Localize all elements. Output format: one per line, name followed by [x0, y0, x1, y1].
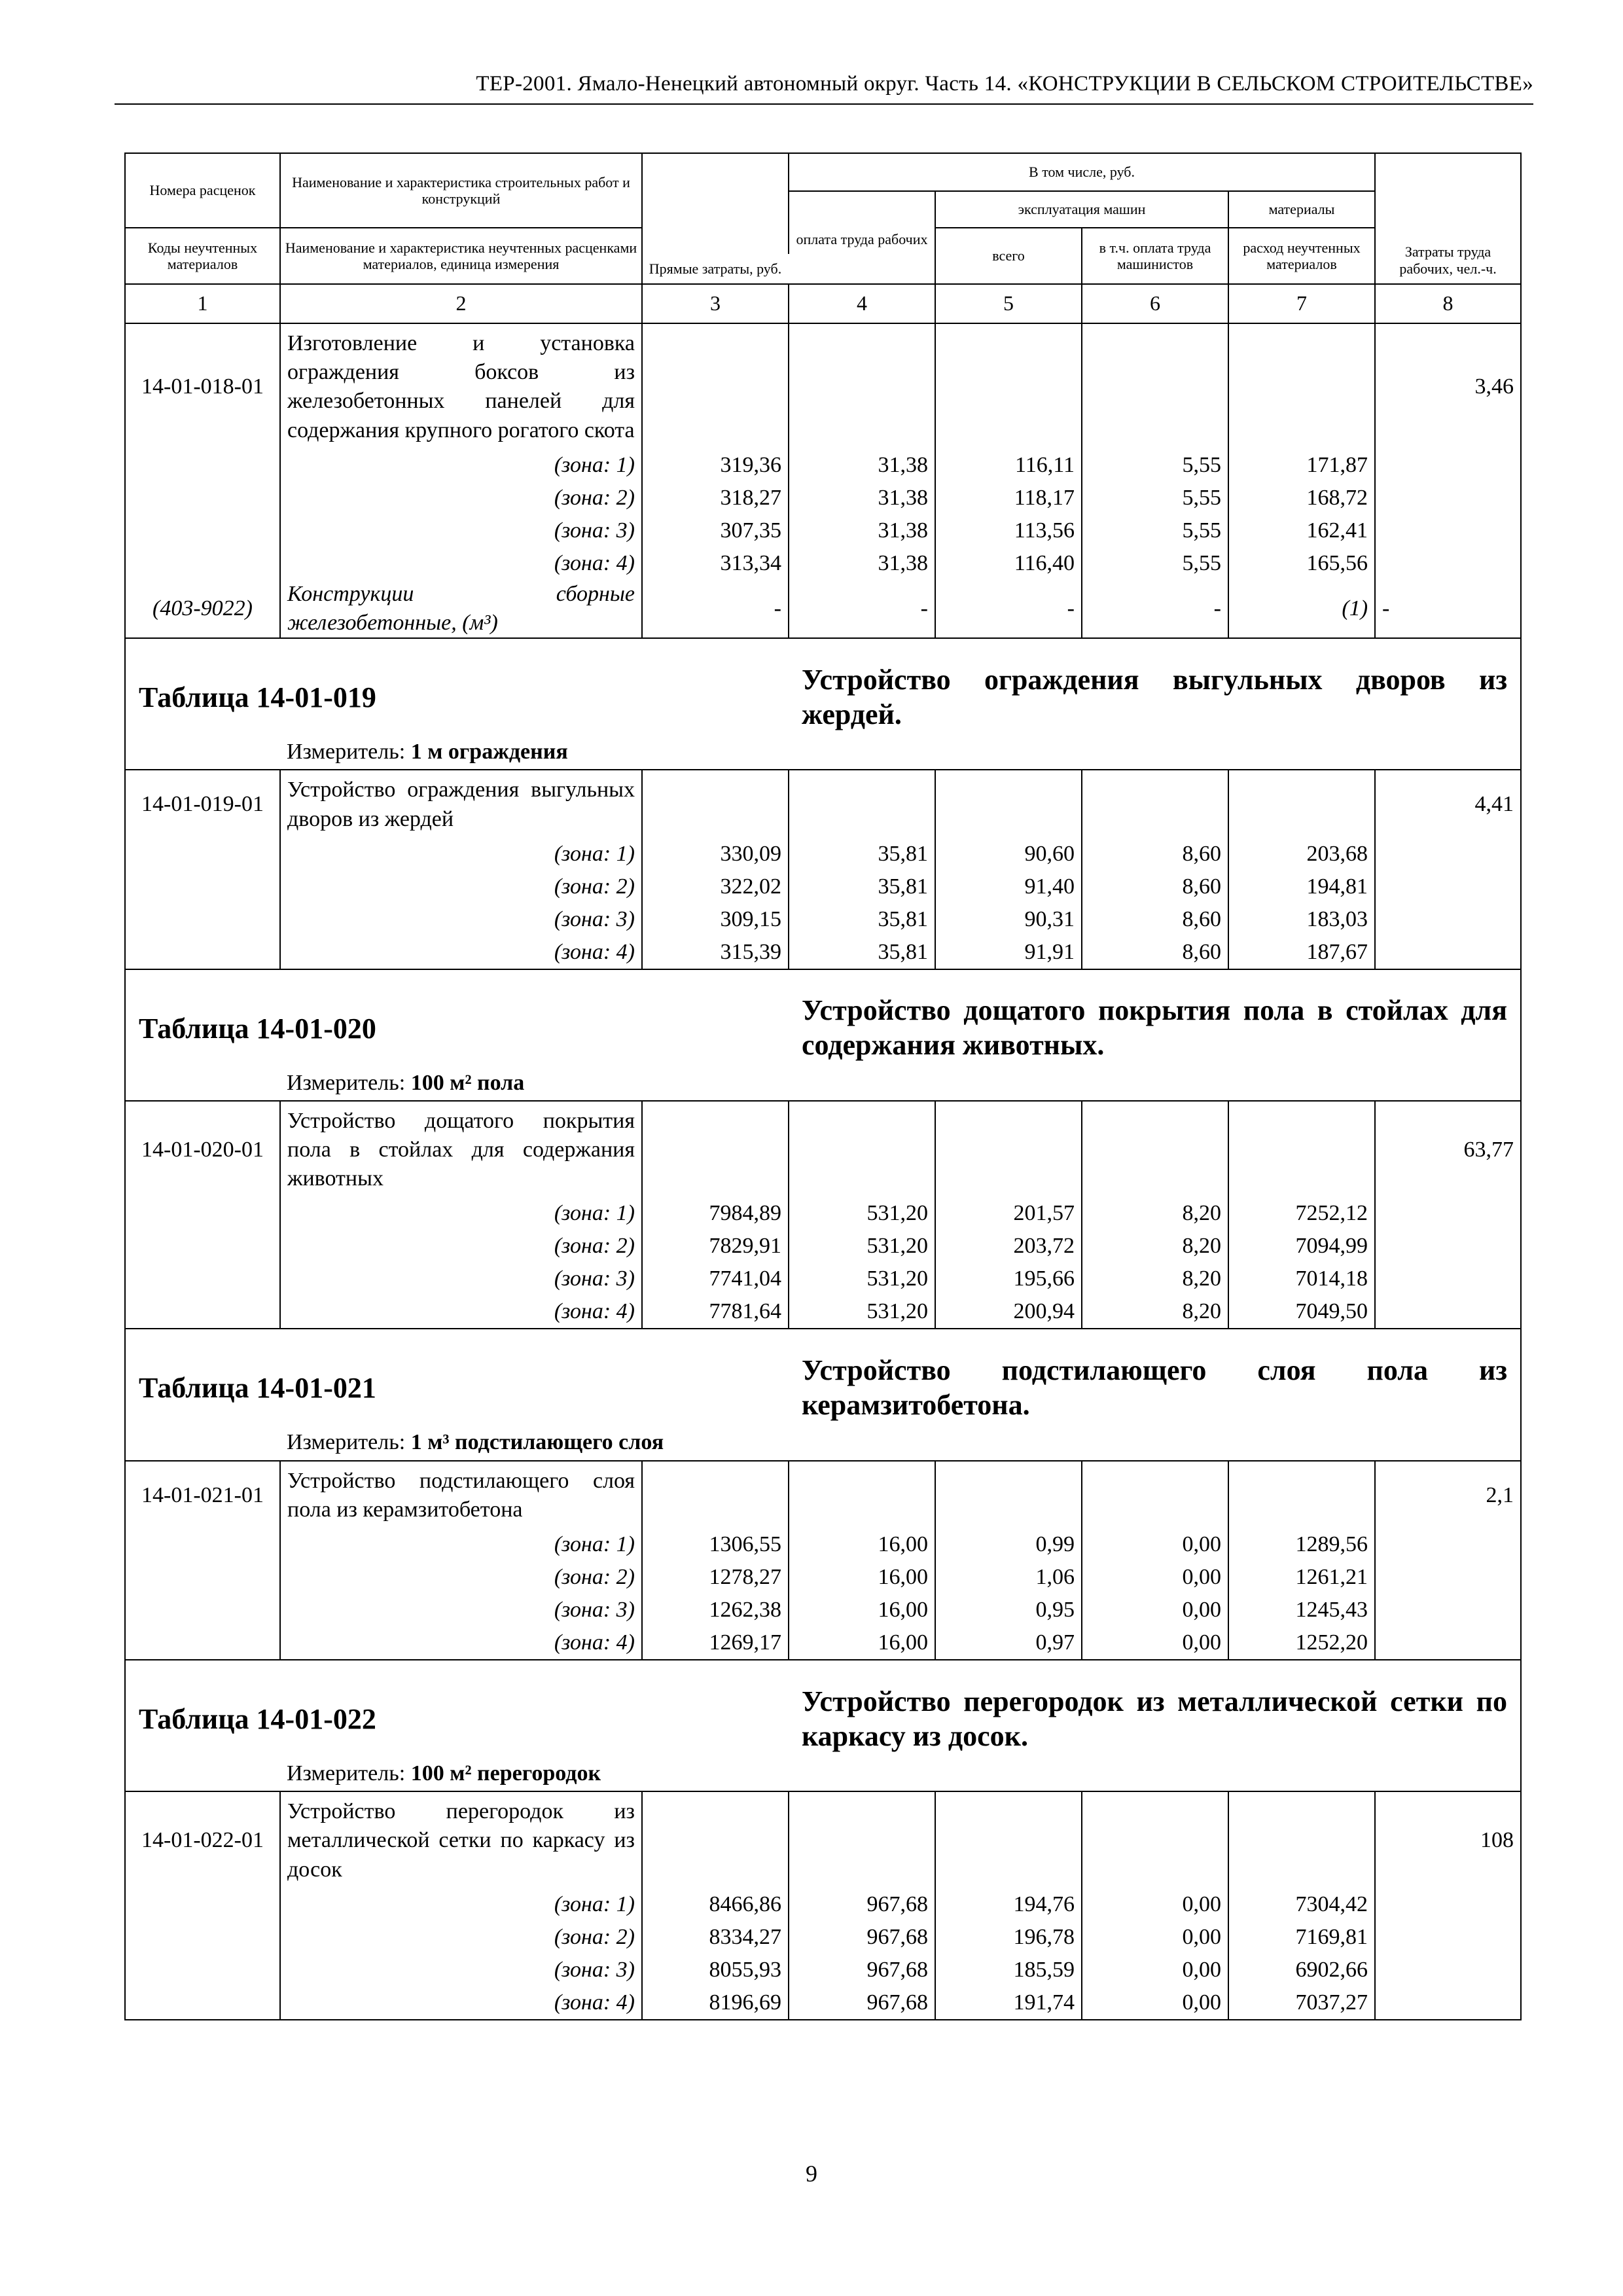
labor-cost: 108 [1375, 1791, 1521, 1888]
worker-wage: 31,38 [789, 482, 935, 514]
material-cost: 165,56 [1228, 547, 1375, 580]
zone-row [125, 1230, 1521, 1263]
meter-value: 1 м³ подстилающего слоя [410, 1430, 664, 1455]
material-cost: 1252,20 [1228, 1626, 1375, 1660]
machine-cost: 195,66 [935, 1263, 1082, 1295]
rate-code: 14-01-019-01 [125, 770, 280, 837]
zone-row [125, 514, 1521, 547]
direct-cost: 307,35 [642, 514, 789, 547]
direct-cost: 1278,27 [642, 1561, 789, 1594]
meter-label: Измеритель: [287, 1761, 406, 1785]
material-cost: 171,87 [1228, 449, 1375, 482]
rate-code: 14-01-020-01 [125, 1101, 280, 1198]
material-description: Конструкции сборные железобетонные, (м³) [280, 580, 642, 638]
rate-row [125, 1101, 1521, 1198]
worker-wage: 31,38 [789, 514, 935, 547]
direct-cost: 330,09 [642, 838, 789, 870]
machine-cost: 200,94 [935, 1295, 1082, 1329]
worker-wage: 16,00 [789, 1561, 935, 1594]
table-title: Устройство перегородок из металлической сетки по каркасу из досок. [789, 1660, 1521, 1758]
operator-wage: 8,20 [1082, 1197, 1228, 1230]
table-title: Устройство дощатого покрытия пола в стойлах для содержания животных. [789, 969, 1521, 1067]
worker-wage: 31,38 [789, 547, 935, 580]
direct-cost: 319,36 [642, 449, 789, 482]
material-cost: 7252,12 [1228, 1197, 1375, 1230]
direct-cost: 315,39 [642, 936, 789, 969]
zone-label: (зона: 4) [280, 1295, 642, 1329]
operator-wage: 5,55 [1082, 449, 1228, 482]
material-cost: 183,03 [1228, 903, 1375, 936]
material-code: (403-9022) [125, 580, 280, 638]
column-number: 7 [1228, 284, 1375, 323]
material-c6: - [1082, 580, 1228, 638]
column-number: 6 [1082, 284, 1228, 323]
section-heading [125, 638, 1521, 736]
machine-cost: 194,76 [935, 1888, 1082, 1921]
machine-cost: 118,17 [935, 482, 1082, 514]
zone-label: (зона: 2) [280, 870, 642, 903]
meter-label: Измеритель: [287, 740, 406, 764]
zone-row [125, 449, 1521, 482]
rate-description: Устройство дощатого покрытия пола в стойлах для содержания животных [280, 1101, 642, 1198]
zone-row [125, 1954, 1521, 1986]
material-cost: 7169,81 [1228, 1921, 1375, 1954]
material-c3: - [642, 580, 789, 638]
operator-wage: 8,20 [1082, 1263, 1228, 1295]
section-heading [125, 969, 1521, 1067]
meter [280, 1758, 1521, 1791]
running-header: ТЕР-2001. Ямало-Ненецкий автономный округ. Часть 14. «КОНСТРУКЦИИ В СЕЛЬСКОМ СТРОИТЕЛЬСТВЕ» [476, 72, 1533, 96]
material-c5: - [935, 580, 1082, 638]
direct-cost: 7781,64 [642, 1295, 789, 1329]
column-numbers-row [125, 284, 1521, 323]
machine-cost: 1,06 [935, 1561, 1082, 1594]
direct-cost: 313,34 [642, 547, 789, 580]
direct-cost: 8334,27 [642, 1921, 789, 1954]
zone-label: (зона: 3) [280, 1263, 642, 1295]
zone-label: (зона: 1) [280, 1888, 642, 1921]
header-direct-costs: Прямые затраты, руб. [642, 153, 789, 284]
machine-cost: 91,91 [935, 936, 1082, 969]
meter-label: Измеритель: [287, 1430, 406, 1455]
zone-label: (зона: 3) [280, 514, 642, 547]
header-codes: Номера расценок [125, 153, 280, 228]
meter-row [125, 1758, 1521, 1791]
machine-cost: 191,74 [935, 1986, 1082, 2020]
section-heading [125, 1329, 1521, 1427]
machine-cost: 203,72 [935, 1230, 1082, 1263]
meter-value: 100 м² перегородок [410, 1761, 601, 1785]
header-materials: материалы [1228, 191, 1375, 228]
operator-wage: 0,00 [1082, 1921, 1228, 1954]
zone-row [125, 903, 1521, 936]
header-machines: эксплуатация машин [935, 191, 1228, 228]
zone-row [125, 1921, 1521, 1954]
meter [280, 1427, 1521, 1460]
operator-wage: 8,60 [1082, 838, 1228, 870]
direct-cost: 1306,55 [642, 1528, 789, 1561]
rate-description: Устройство перегородок из металлической сетки по каркасу из досок [280, 1791, 642, 1888]
machine-cost: 116,40 [935, 547, 1082, 580]
operator-wage: 0,00 [1082, 1528, 1228, 1561]
zone-label: (зона: 4) [280, 936, 642, 969]
material-cost: 1261,21 [1228, 1561, 1375, 1594]
machine-cost: 185,59 [935, 1954, 1082, 1986]
material-c8: - [1375, 580, 1521, 638]
header-rule [115, 103, 1533, 105]
machine-cost: 201,57 [935, 1197, 1082, 1230]
material-consumption: (1) [1228, 580, 1375, 638]
rate-row [125, 770, 1521, 837]
material-cost: 203,68 [1228, 838, 1375, 870]
worker-wage: 967,68 [789, 1986, 935, 2020]
zone-label: (зона: 2) [280, 1561, 642, 1594]
worker-wage: 35,81 [789, 936, 935, 969]
direct-cost: 1262,38 [642, 1594, 789, 1626]
zone-row [125, 1295, 1521, 1329]
zone-row [125, 482, 1521, 514]
direct-cost: 7741,04 [642, 1263, 789, 1295]
machine-cost: 90,60 [935, 838, 1082, 870]
direct-cost: 7829,91 [642, 1230, 789, 1263]
operator-wage: 5,55 [1082, 547, 1228, 580]
zone-row [125, 838, 1521, 870]
zone-label: (зона: 4) [280, 547, 642, 580]
material-cost: 7304,42 [1228, 1888, 1375, 1921]
meter-row [125, 1067, 1521, 1101]
header-operators-wages: в т.ч. оплата труда машинистов [1082, 228, 1228, 284]
labor-cost: 3,46 [1375, 323, 1521, 449]
direct-cost: 8055,93 [642, 1954, 789, 1986]
rate-code: 14-01-021-01 [125, 1461, 280, 1528]
page-number: 9 [806, 2161, 817, 2187]
zone-label: (зона: 3) [280, 1594, 642, 1626]
table-number: Таблица 14-01-019 [125, 638, 789, 736]
operator-wage: 8,20 [1082, 1230, 1228, 1263]
machine-cost: 90,31 [935, 903, 1082, 936]
direct-cost: 322,02 [642, 870, 789, 903]
meter [280, 1067, 1521, 1101]
direct-cost: 8196,69 [642, 1986, 789, 2020]
worker-wage: 35,81 [789, 838, 935, 870]
zone-row [125, 1528, 1521, 1561]
zone-row [125, 1626, 1521, 1660]
worker-wage: 531,20 [789, 1230, 935, 1263]
section-heading [125, 1660, 1521, 1758]
zone-label: (зона: 1) [280, 1528, 642, 1561]
table-number: Таблица 14-01-020 [125, 969, 789, 1067]
zone-label: (зона: 3) [280, 1954, 642, 1986]
column-number: 5 [935, 284, 1082, 323]
material-cost: 168,72 [1228, 482, 1375, 514]
operator-wage: 0,00 [1082, 1954, 1228, 1986]
worker-wage: 531,20 [789, 1197, 935, 1230]
zone-row [125, 1263, 1521, 1295]
worker-wage: 967,68 [789, 1954, 935, 1986]
rate-row [125, 1791, 1521, 1888]
worker-wage: 16,00 [789, 1594, 935, 1626]
direct-cost: 309,15 [642, 903, 789, 936]
worker-wage: 35,81 [789, 870, 935, 903]
material-cost: 1245,43 [1228, 1594, 1375, 1626]
operator-wage: 8,60 [1082, 870, 1228, 903]
material-cost: 7094,99 [1228, 1230, 1375, 1263]
worker-wage: 531,20 [789, 1263, 935, 1295]
column-number: 8 [1375, 284, 1521, 323]
material-row [125, 580, 1521, 638]
table-number: Таблица 14-01-021 [125, 1329, 789, 1427]
zone-row [125, 936, 1521, 969]
rate-description: Устройство подстилающего слоя пола из керамзитобетона [280, 1461, 642, 1528]
operator-wage: 0,00 [1082, 1986, 1228, 2020]
zone-label: (зона: 1) [280, 449, 642, 482]
zone-label: (зона: 2) [280, 1230, 642, 1263]
labor-cost: 2,1 [1375, 1461, 1521, 1528]
machine-cost: 91,40 [935, 870, 1082, 903]
material-cost: 1289,56 [1228, 1528, 1375, 1561]
header-including: В том числе, руб. [789, 153, 1375, 191]
worker-wage: 16,00 [789, 1626, 935, 1660]
worker-wage: 531,20 [789, 1295, 935, 1329]
machine-cost: 196,78 [935, 1921, 1082, 1954]
zone-row [125, 1594, 1521, 1626]
zone-label: (зона: 2) [280, 1921, 642, 1954]
column-number: 4 [789, 284, 935, 323]
rate-row [125, 1461, 1521, 1528]
material-cost: 7049,50 [1228, 1295, 1375, 1329]
operator-wage: 0,00 [1082, 1888, 1228, 1921]
column-number: 1 [125, 284, 280, 323]
zone-label: (зона: 1) [280, 838, 642, 870]
labor-cost: 63,77 [1375, 1101, 1521, 1198]
labor-cost: 4,41 [1375, 770, 1521, 837]
material-cost: 162,41 [1228, 514, 1375, 547]
zone-label: (зона: 4) [280, 1626, 642, 1660]
operator-wage: 5,55 [1082, 482, 1228, 514]
zone-label: (зона: 4) [280, 1986, 642, 2020]
material-c4: - [789, 580, 935, 638]
header-material-consumption: расход неучтенных материалов [1228, 228, 1375, 284]
table-title: Устройство ограждения выгульных дворов из жердей. [789, 638, 1521, 736]
material-cost: 7014,18 [1228, 1263, 1375, 1295]
header-machines-total: всего [935, 228, 1082, 284]
table-title: Устройство подстилающего слоя пола из керамзитобетона. [789, 1329, 1521, 1427]
direct-cost: 1269,17 [642, 1626, 789, 1660]
zone-label: (зона: 1) [280, 1197, 642, 1230]
machine-cost: 113,56 [935, 514, 1082, 547]
worker-wage: 31,38 [789, 449, 935, 482]
zone-row [125, 1986, 1521, 2020]
column-number: 2 [280, 284, 642, 323]
operator-wage: 8,60 [1082, 903, 1228, 936]
machine-cost: 116,11 [935, 449, 1082, 482]
zone-row [125, 870, 1521, 903]
operator-wage: 0,00 [1082, 1626, 1228, 1660]
meter-value: 100 м² пола [410, 1070, 525, 1095]
header-wages: оплата труда рабочих [789, 191, 935, 254]
direct-cost: 8466,86 [642, 1888, 789, 1921]
zone-label: (зона: 3) [280, 903, 642, 936]
table-number: Таблица 14-01-022 [125, 1660, 789, 1758]
operator-wage: 5,55 [1082, 514, 1228, 547]
header-description: Наименование и характеристика строительных работ и конструкций [280, 153, 642, 228]
material-cost: 7037,27 [1228, 1986, 1375, 2020]
worker-wage: 967,68 [789, 1921, 935, 1954]
worker-wage: 16,00 [789, 1528, 935, 1561]
zone-row [125, 1561, 1521, 1594]
column-number: 3 [642, 284, 789, 323]
rates-table [124, 152, 1522, 2020]
machine-cost: 0,95 [935, 1594, 1082, 1626]
material-cost: 6902,66 [1228, 1954, 1375, 1986]
meter [280, 736, 1521, 770]
material-cost: 187,67 [1228, 936, 1375, 969]
header-material-description: Наименование и характеристика неучтенных расценками материалов, единица измерения [280, 228, 642, 284]
zone-label: (зона: 2) [280, 482, 642, 514]
zone-row [125, 547, 1521, 580]
direct-cost: 7984,89 [642, 1197, 789, 1230]
rate-code: 14-01-018-01 [125, 323, 280, 449]
machine-cost: 0,99 [935, 1528, 1082, 1561]
rate-row [125, 323, 1521, 449]
operator-wage: 8,60 [1082, 936, 1228, 969]
header-labor: Затраты труда рабочих, чел.-ч. [1375, 153, 1521, 284]
operator-wage: 0,00 [1082, 1594, 1228, 1626]
operator-wage: 8,20 [1082, 1295, 1228, 1329]
rate-description: Устройство ограждения выгульных дворов из жердей [280, 770, 642, 837]
machine-cost: 0,97 [935, 1626, 1082, 1660]
zone-row [125, 1197, 1521, 1230]
rate-code: 14-01-022-01 [125, 1791, 280, 1888]
meter-row [125, 736, 1521, 770]
material-cost: 194,81 [1228, 870, 1375, 903]
operator-wage: 0,00 [1082, 1561, 1228, 1594]
rate-description: Изготовление и установка ограждения боксов из железобетонных панелей для содержания крупного рогатого скота [280, 323, 642, 449]
meter-row [125, 1427, 1521, 1460]
meter-value: 1 м ограждения [410, 740, 568, 764]
header-material-codes: Коды неучтенных материалов [125, 228, 280, 284]
zone-row [125, 1888, 1521, 1921]
meter-label: Измеритель: [287, 1070, 406, 1095]
worker-wage: 35,81 [789, 903, 935, 936]
worker-wage: 967,68 [789, 1888, 935, 1921]
direct-cost: 318,27 [642, 482, 789, 514]
